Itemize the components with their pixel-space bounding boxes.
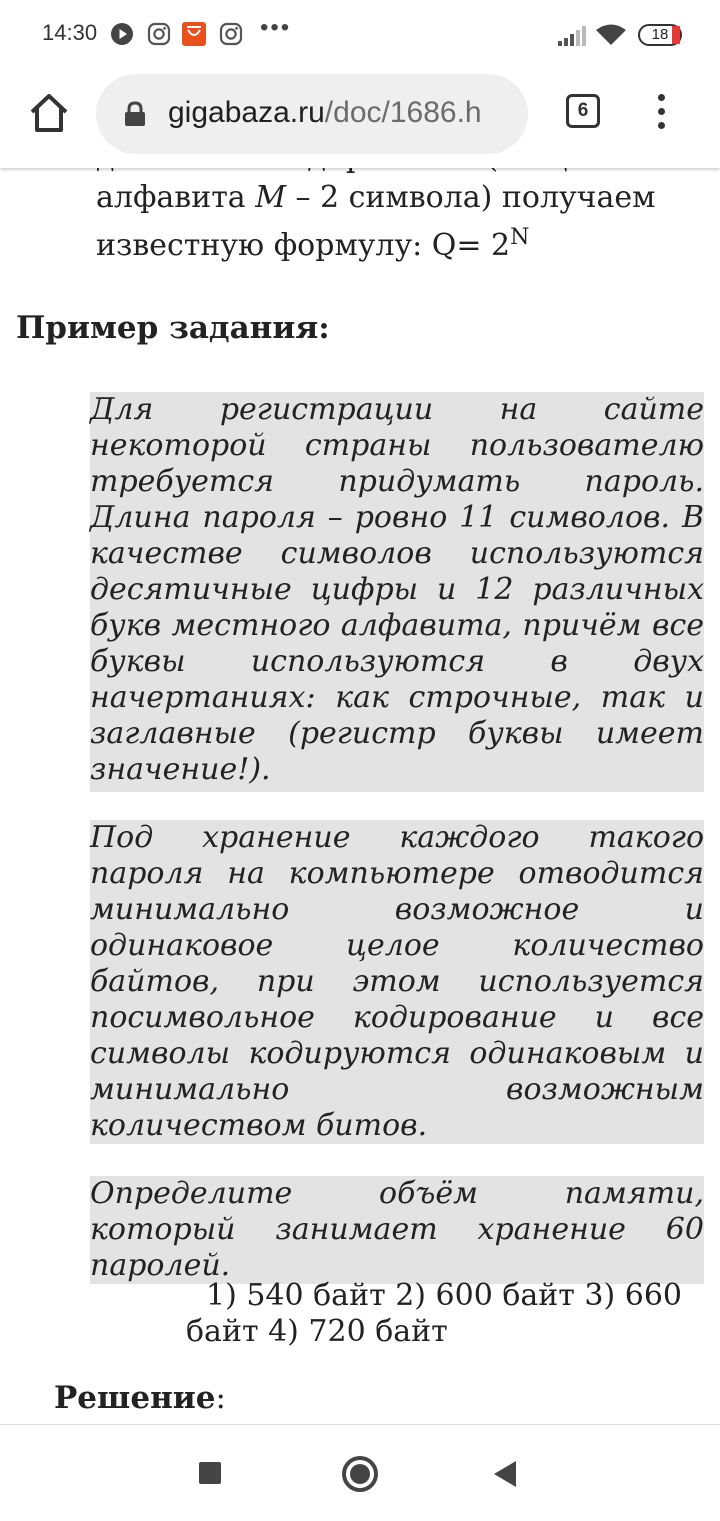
instagram-icon bbox=[147, 22, 171, 46]
variable-m: M bbox=[255, 180, 286, 215]
aliexpress-icon bbox=[182, 22, 206, 46]
instagram-icon bbox=[219, 22, 243, 46]
back-icon[interactable] bbox=[494, 1461, 516, 1487]
task-paragraph: Для регистрации на сайте некоторой страны пользователю требуется придумать пароль. Длина пароля – ровно 11 символов. В качестве символов используются десятичные цифры и 12 различных букв местного алфавита, причём все буквы используются в двух начертаниях: как строчные, так и заглавные (регистр буквы имеет значение!). bbox=[90, 392, 704, 792]
browser-toolbar bbox=[0, 68, 720, 168]
intro-line: алфавита M – 2 символа) получаем bbox=[96, 180, 656, 215]
page-content bbox=[0, 168, 720, 1424]
signal-icon bbox=[558, 26, 586, 46]
play-icon bbox=[110, 22, 134, 46]
address-bar[interactable] bbox=[96, 74, 528, 154]
battery-indicator: 18 bbox=[638, 24, 682, 46]
task-paragraph: Под хранение каждого такого пароля на компьютере отводится минимально возможное и одинаковое целое количество байтов, при этом используется посимвольное кодирование и все символы кодируются одинаковым и минимально возможным количеством битов. bbox=[90, 820, 704, 1143]
task-question: Определите объём памяти, который занимает хранение 60 паролей. bbox=[90, 1176, 704, 1283]
intro-line: известную формулу: $Q= 2^N$ bbox=[96, 225, 530, 263]
status-time: 14:30 bbox=[42, 20, 98, 45]
tab-switcher-button[interactable]: 6 bbox=[566, 94, 600, 128]
home-icon[interactable] bbox=[28, 92, 70, 134]
lock-icon[interactable] bbox=[124, 102, 146, 126]
url-host: gigabaza.ru bbox=[168, 96, 325, 129]
example-heading: Пример задания: bbox=[16, 310, 330, 346]
url-path: /doc/1686.h bbox=[324, 96, 482, 129]
status-bar bbox=[0, 0, 720, 68]
overflow-menu-icon[interactable] bbox=[656, 94, 666, 134]
answer-options: 1) 540 байт 2) 600 байт 3) 660 байт 4) 720 байт bbox=[186, 1278, 682, 1349]
recent-apps-icon[interactable] bbox=[199, 1462, 221, 1484]
more-notifications-icon: ••• bbox=[260, 14, 292, 41]
wifi-icon bbox=[596, 24, 626, 46]
formula-exponent: N bbox=[510, 225, 530, 250]
solution-heading: Решение: bbox=[54, 1380, 226, 1416]
system-navigation-bar bbox=[0, 1424, 720, 1521]
nav-home-icon[interactable] bbox=[342, 1456, 378, 1492]
url-text[interactable] bbox=[168, 96, 482, 130]
